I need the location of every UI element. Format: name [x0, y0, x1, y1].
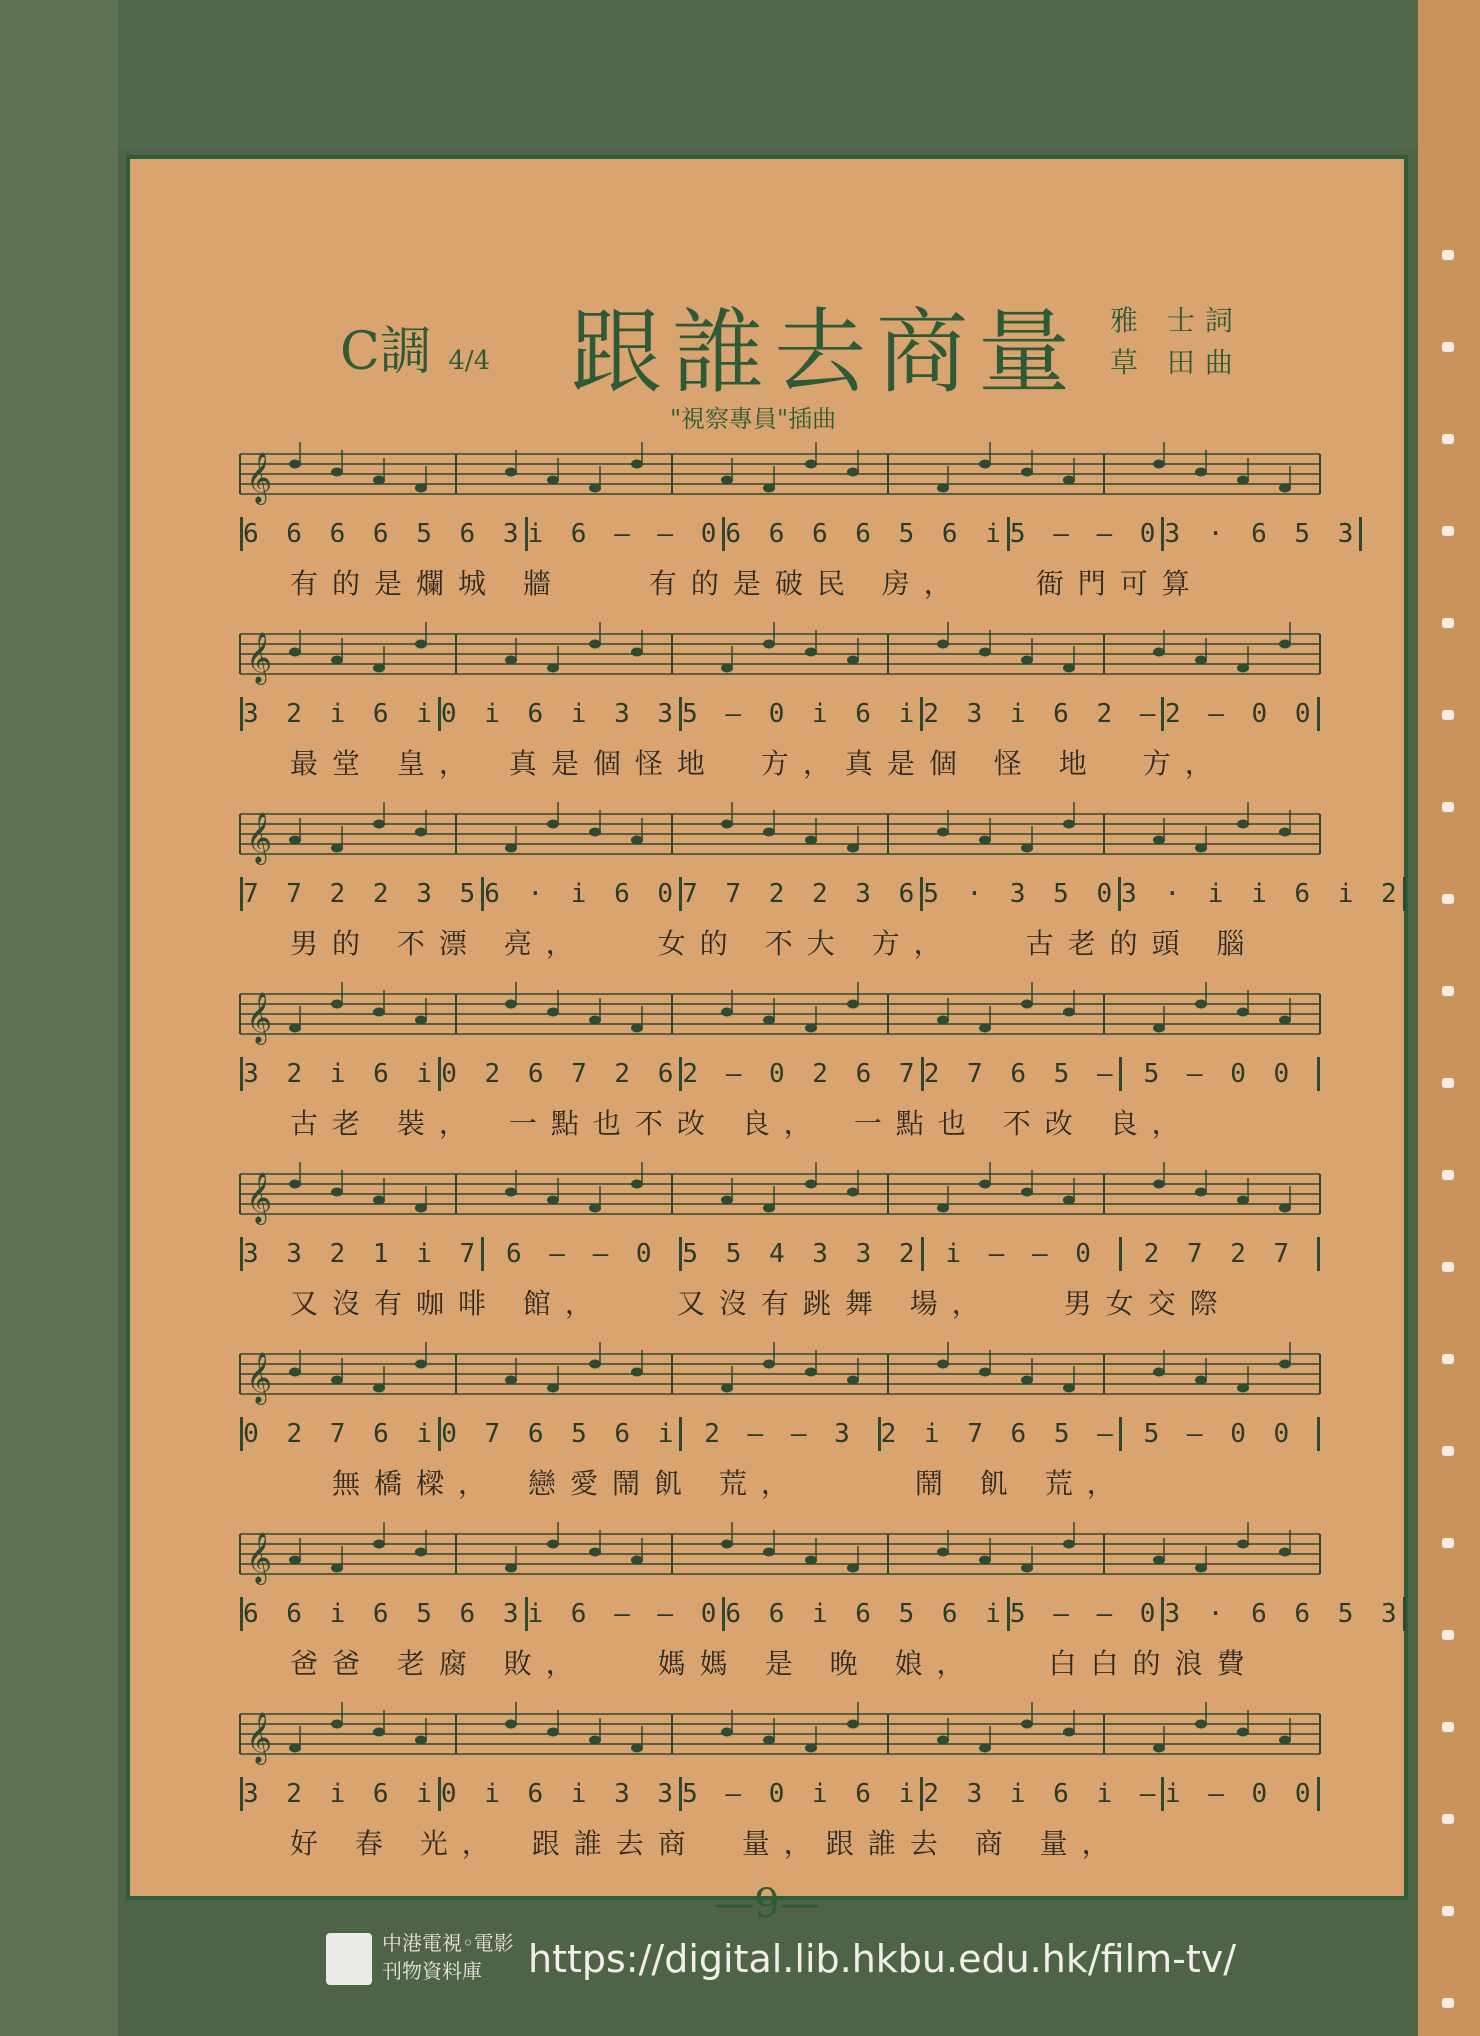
jianpu-measure: 3 3 2 1 i 7	[240, 1237, 481, 1271]
punch-hole	[1442, 986, 1454, 996]
jianpu-measure: 2 7 6 5 —	[921, 1057, 1119, 1091]
staff	[240, 1164, 1320, 1224]
key-signature	[340, 309, 490, 384]
jianpu-measure: 0 2 6 7 2 6	[438, 1057, 679, 1091]
jianpu-measure: 3 · 6 6 5 3	[1161, 1597, 1405, 1631]
jianpu-measure: 5 · 3 5 0	[920, 877, 1118, 911]
jianpu-measure: 5 — 0 i 6 i	[679, 697, 920, 731]
page-edge	[1418, 0, 1480, 2036]
staff	[240, 984, 1320, 1044]
punch-hole	[1442, 710, 1454, 720]
svg-text:𝄞: 𝄞	[246, 632, 273, 683]
punch-hole	[1442, 894, 1454, 904]
punch-hole	[1442, 1262, 1454, 1272]
top-green-band	[118, 0, 1418, 150]
lyrics-line: 古老 裝， 一點也不改 良， 一點也 不改 良，	[290, 1107, 1194, 1140]
svg-text:𝄞: 𝄞	[246, 1172, 273, 1223]
staff	[240, 444, 1320, 504]
jianpu-measure: 0 i 6 i 3 3	[438, 1777, 679, 1811]
jianpu-measure: 0 i 6 i 3 3	[438, 697, 679, 731]
jianpu-measure: 6 — — 0	[481, 1237, 679, 1271]
jianpu-measure: 0 7 6 5 6 i	[438, 1417, 679, 1451]
song-subtitle: "視察專員"插曲	[670, 405, 837, 433]
jianpu-measure: 2 — 0 2 6 7	[679, 1057, 920, 1091]
jianpu-measure: 3 · 6 5 3	[1161, 517, 1362, 551]
staff	[240, 1524, 1320, 1584]
svg-text:𝄞: 𝄞	[246, 812, 273, 863]
punch-hole	[1442, 250, 1454, 260]
jianpu-measure: 6 · i 6 0	[481, 877, 679, 911]
jianpu-line	[240, 874, 1403, 914]
lyrics-line: 好 春 光， 跟誰去商 量，跟誰去 商 量，	[290, 1827, 1124, 1860]
punch-hole	[1442, 1170, 1454, 1180]
staff	[240, 624, 1320, 684]
jianpu-measure: 3 2 i 6 i	[240, 1057, 438, 1091]
score-row	[240, 1704, 1320, 1894]
score-row	[240, 1164, 1320, 1354]
footer	[0, 1915, 1480, 2015]
jianpu-measure: 6 6 i 6 5 6 i	[722, 1597, 1007, 1631]
score-sheet	[126, 155, 1408, 1927]
jianpu-measure: 5 — 0 i 6 i	[679, 1777, 920, 1811]
composer-credit: 草 田曲	[1110, 346, 1243, 379]
page-number: —9—	[714, 1881, 820, 1927]
punch-hole	[1442, 1078, 1454, 1088]
svg-text:𝄞: 𝄞	[246, 1352, 273, 1403]
lyricist-credit: 雅 士詞	[1110, 304, 1243, 337]
staff	[240, 1704, 1320, 1764]
jianpu-measure: 3 · i i 6 i 2	[1118, 877, 1406, 911]
jianpu-line	[240, 514, 1360, 554]
jianpu-measure: 0 2 7 6 i	[240, 1417, 438, 1451]
lyrics-line: 有的是爛城 牆 有的是破民 房， 衙門可算	[290, 567, 1204, 600]
punch-hole	[1442, 1446, 1454, 1456]
jianpu-measure: i 6 — — 0	[525, 1597, 723, 1631]
jianpu-measure: 7 7 2 2 3 5	[240, 877, 481, 911]
jianpu-measure: 2 7 2 7	[1119, 1237, 1320, 1271]
logo-text	[382, 1929, 514, 1985]
lyrics-line: 無橋樑， 戀愛鬧飢 荒， 鬧 飢 荒，	[290, 1467, 1129, 1500]
footer-url[interactable]: https://digital.lib.hkbu.edu.hk/film-tv/	[528, 1937, 1237, 1981]
punch-hole	[1442, 434, 1454, 444]
jianpu-measure: i — — 0	[921, 1237, 1119, 1271]
score-row	[240, 984, 1320, 1174]
punch-hole	[1442, 618, 1454, 628]
jianpu-line	[240, 1054, 1320, 1094]
jianpu-measure: 7 7 2 2 3 6	[679, 877, 920, 911]
logo-line-1: 中港電視◦電影	[382, 1931, 514, 1955]
jianpu-measure: 3 2 i 6 i	[240, 697, 438, 731]
staff	[240, 804, 1320, 864]
jianpu-line	[240, 1234, 1320, 1274]
jianpu-measure: i 6 — — 0	[525, 517, 723, 551]
jianpu-measure: 2 i 7 6 5 —	[878, 1417, 1119, 1451]
jianpu-measure: 3 2 i 6 i	[240, 1777, 438, 1811]
score-row	[240, 1344, 1320, 1534]
punch-hole	[1442, 342, 1454, 352]
jianpu-measure: 5 — — 0	[1007, 517, 1162, 551]
score-header	[130, 159, 1404, 459]
punch-hole	[1442, 802, 1454, 812]
punch-hole	[1442, 526, 1454, 536]
svg-text:𝄞: 𝄞	[246, 1532, 273, 1583]
jianpu-measure: 5 5 4 3 3 2	[679, 1237, 920, 1271]
jianpu-measure: 5 — 0 0	[1119, 1417, 1320, 1451]
score-row	[240, 624, 1320, 814]
logo-icon	[326, 1933, 372, 1985]
jianpu-measure: 6 6 6 6 5 6 i	[722, 517, 1007, 551]
jianpu-measure: 2 — 0 0	[1161, 697, 1320, 731]
jianpu-line	[240, 694, 1320, 734]
lyrics-line: 男的 不漂 亮， 女的 不大 方， 古老的頭 腦	[290, 927, 1259, 960]
time-signature: 4/4	[448, 346, 491, 376]
jianpu-measure: 5 — — 0	[1007, 1597, 1162, 1631]
lyrics-line: 爸爸 老腐 敗， 媽媽 是 晚 娘， 白白的浪費	[290, 1647, 1259, 1680]
jianpu-measure: 2 3 i 6 2 —	[920, 697, 1161, 731]
logo-line-2: 刊物資料庫	[382, 1959, 482, 1983]
jianpu-line	[240, 1774, 1320, 1814]
jianpu-measure: 6 6 i 6 5 6 3	[240, 1597, 525, 1631]
punch-hole	[1442, 1354, 1454, 1364]
jianpu-measure: 2 3 i 6 i —	[920, 1777, 1161, 1811]
score-row	[240, 1524, 1403, 1714]
jianpu-line	[240, 1414, 1320, 1454]
punch-hole	[1442, 1814, 1454, 1824]
punch-hole	[1442, 1630, 1454, 1640]
svg-text:𝄞: 𝄞	[246, 992, 273, 1043]
lyrics-line: 最堂 皇， 真是個怪地 方，真是個 怪 地 方，	[290, 747, 1227, 780]
svg-text:𝄞: 𝄞	[246, 1712, 273, 1763]
svg-text:𝄞: 𝄞	[246, 452, 273, 503]
staff	[240, 1344, 1320, 1404]
jianpu-line	[240, 1594, 1403, 1634]
jianpu-measure: i — 0 0	[1161, 1777, 1320, 1811]
jianpu-measure: 6 6 6 6 5 6 3	[240, 517, 525, 551]
key-label: C調	[340, 322, 432, 382]
song-title: 跟誰去商量	[570, 299, 1081, 406]
score-row	[240, 804, 1403, 994]
score-row	[240, 444, 1360, 634]
jianpu-measure: 2 — — 3	[679, 1417, 877, 1451]
punch-hole	[1442, 1722, 1454, 1732]
punch-hole	[1442, 1538, 1454, 1548]
jianpu-measure: 5 — 0 0	[1119, 1057, 1320, 1091]
lyrics-line: 又沒有咖啡 館， 又沒有跳舞 場， 男女交際	[290, 1287, 1232, 1320]
